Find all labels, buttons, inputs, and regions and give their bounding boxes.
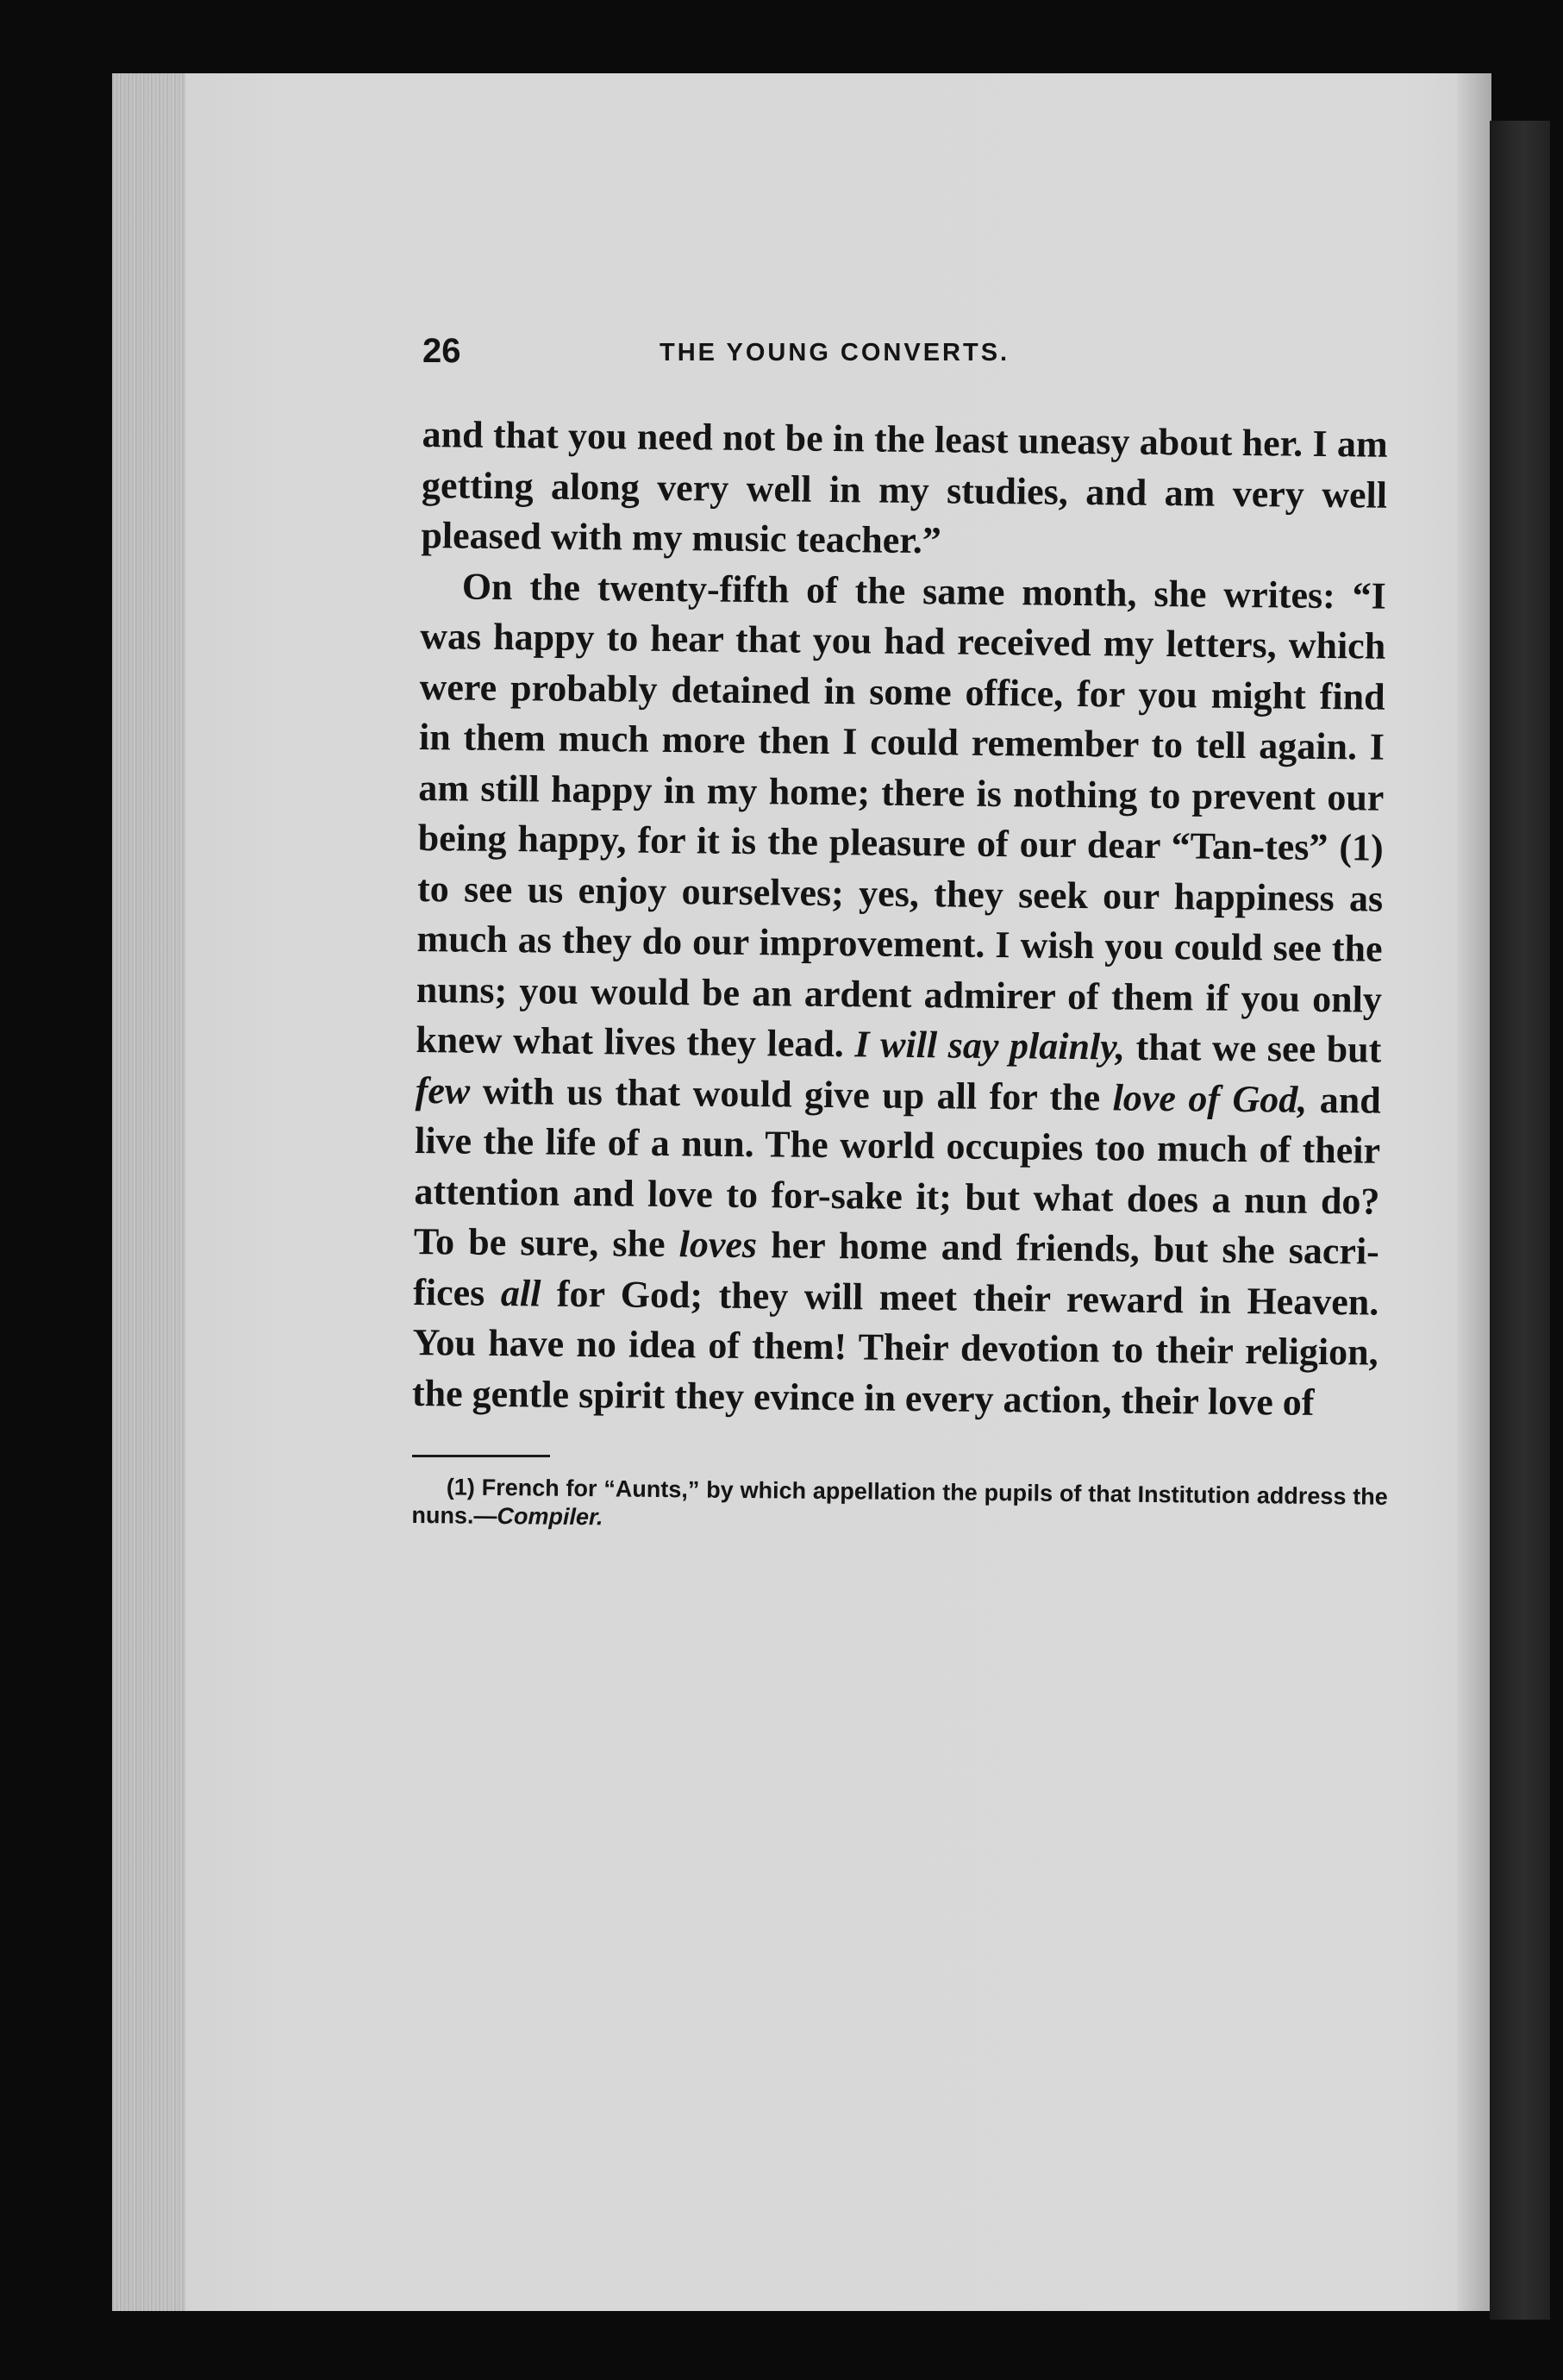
emphasis-love-of-god: love of God,: [1112, 1075, 1308, 1121]
body-text: [412, 410, 1388, 1429]
paragraph-1: [421, 410, 1388, 571]
footnote: [411, 1473, 1388, 1540]
running-head: [422, 332, 1388, 392]
running-title: THE YOUNG CONVERTS.: [660, 339, 1010, 366]
page-number: 26: [422, 332, 461, 370]
emphasis-few: few: [415, 1068, 471, 1112]
paragraph-2-text-6: for God; they will meet their reward in Heaven. You have no idea of them! Their devotion to their religion, the gentle spirit they evince in every action, their love of: [411, 1272, 1379, 1424]
binding-edge: [112, 73, 185, 2311]
adjacent-page-shadow: [1490, 121, 1550, 2320]
text-block: [411, 332, 1388, 1531]
paragraph-2-text-1: On the twenty-fifth of the same month, she writes: “I was happy to hear that you had received my letters, which were probably detained in some office, for you might find in them much more then I could remember to tell again. I am still happy in my home; there is nothing to prevent our being happy, for it is the pleasure of our dear “Tan-tes” (1) to see us enjoy ourselves; yes, they seek our happiness as much as they do our improvement. I wish you could see the nuns; you would be an ardent admirer of them if you only knew what lives they lead.: [416, 564, 1387, 1066]
paragraph-2: [412, 561, 1386, 1428]
book-page: [112, 73, 1491, 2311]
paragraph-2-text-3: with us that would give up all for the: [482, 1069, 1101, 1118]
paragraph-2-text-5: her home and friends, but she sacri-fices: [413, 1224, 1380, 1314]
emphasis-all: all: [500, 1271, 541, 1314]
paragraph-2-text-4: and live the life of a nun. The world occupies too much of their attention and love to for-sake it; but what does a nun do? To be sure, she: [413, 1078, 1381, 1265]
footnote-text: (1) French for “Aunts,” by which appellation the pupils of that Institution address the nuns.—: [411, 1474, 1388, 1530]
footnote-credit: Compiler.: [497, 1503, 603, 1531]
emphasis-loves: loves: [678, 1223, 758, 1267]
footnote-rule: [412, 1455, 550, 1457]
paragraph-1-text: and that you need not be in the least uneasy about her. I am getting along very well in my studies, and am very well pleased with my music teacher.”: [421, 412, 1388, 562]
paragraph-2-text-2: that we see but: [1135, 1025, 1382, 1071]
emphasis-i-will-say-plainly: I will say plainly,: [854, 1023, 1126, 1068]
page-edge-shadow: [1457, 73, 1491, 2311]
